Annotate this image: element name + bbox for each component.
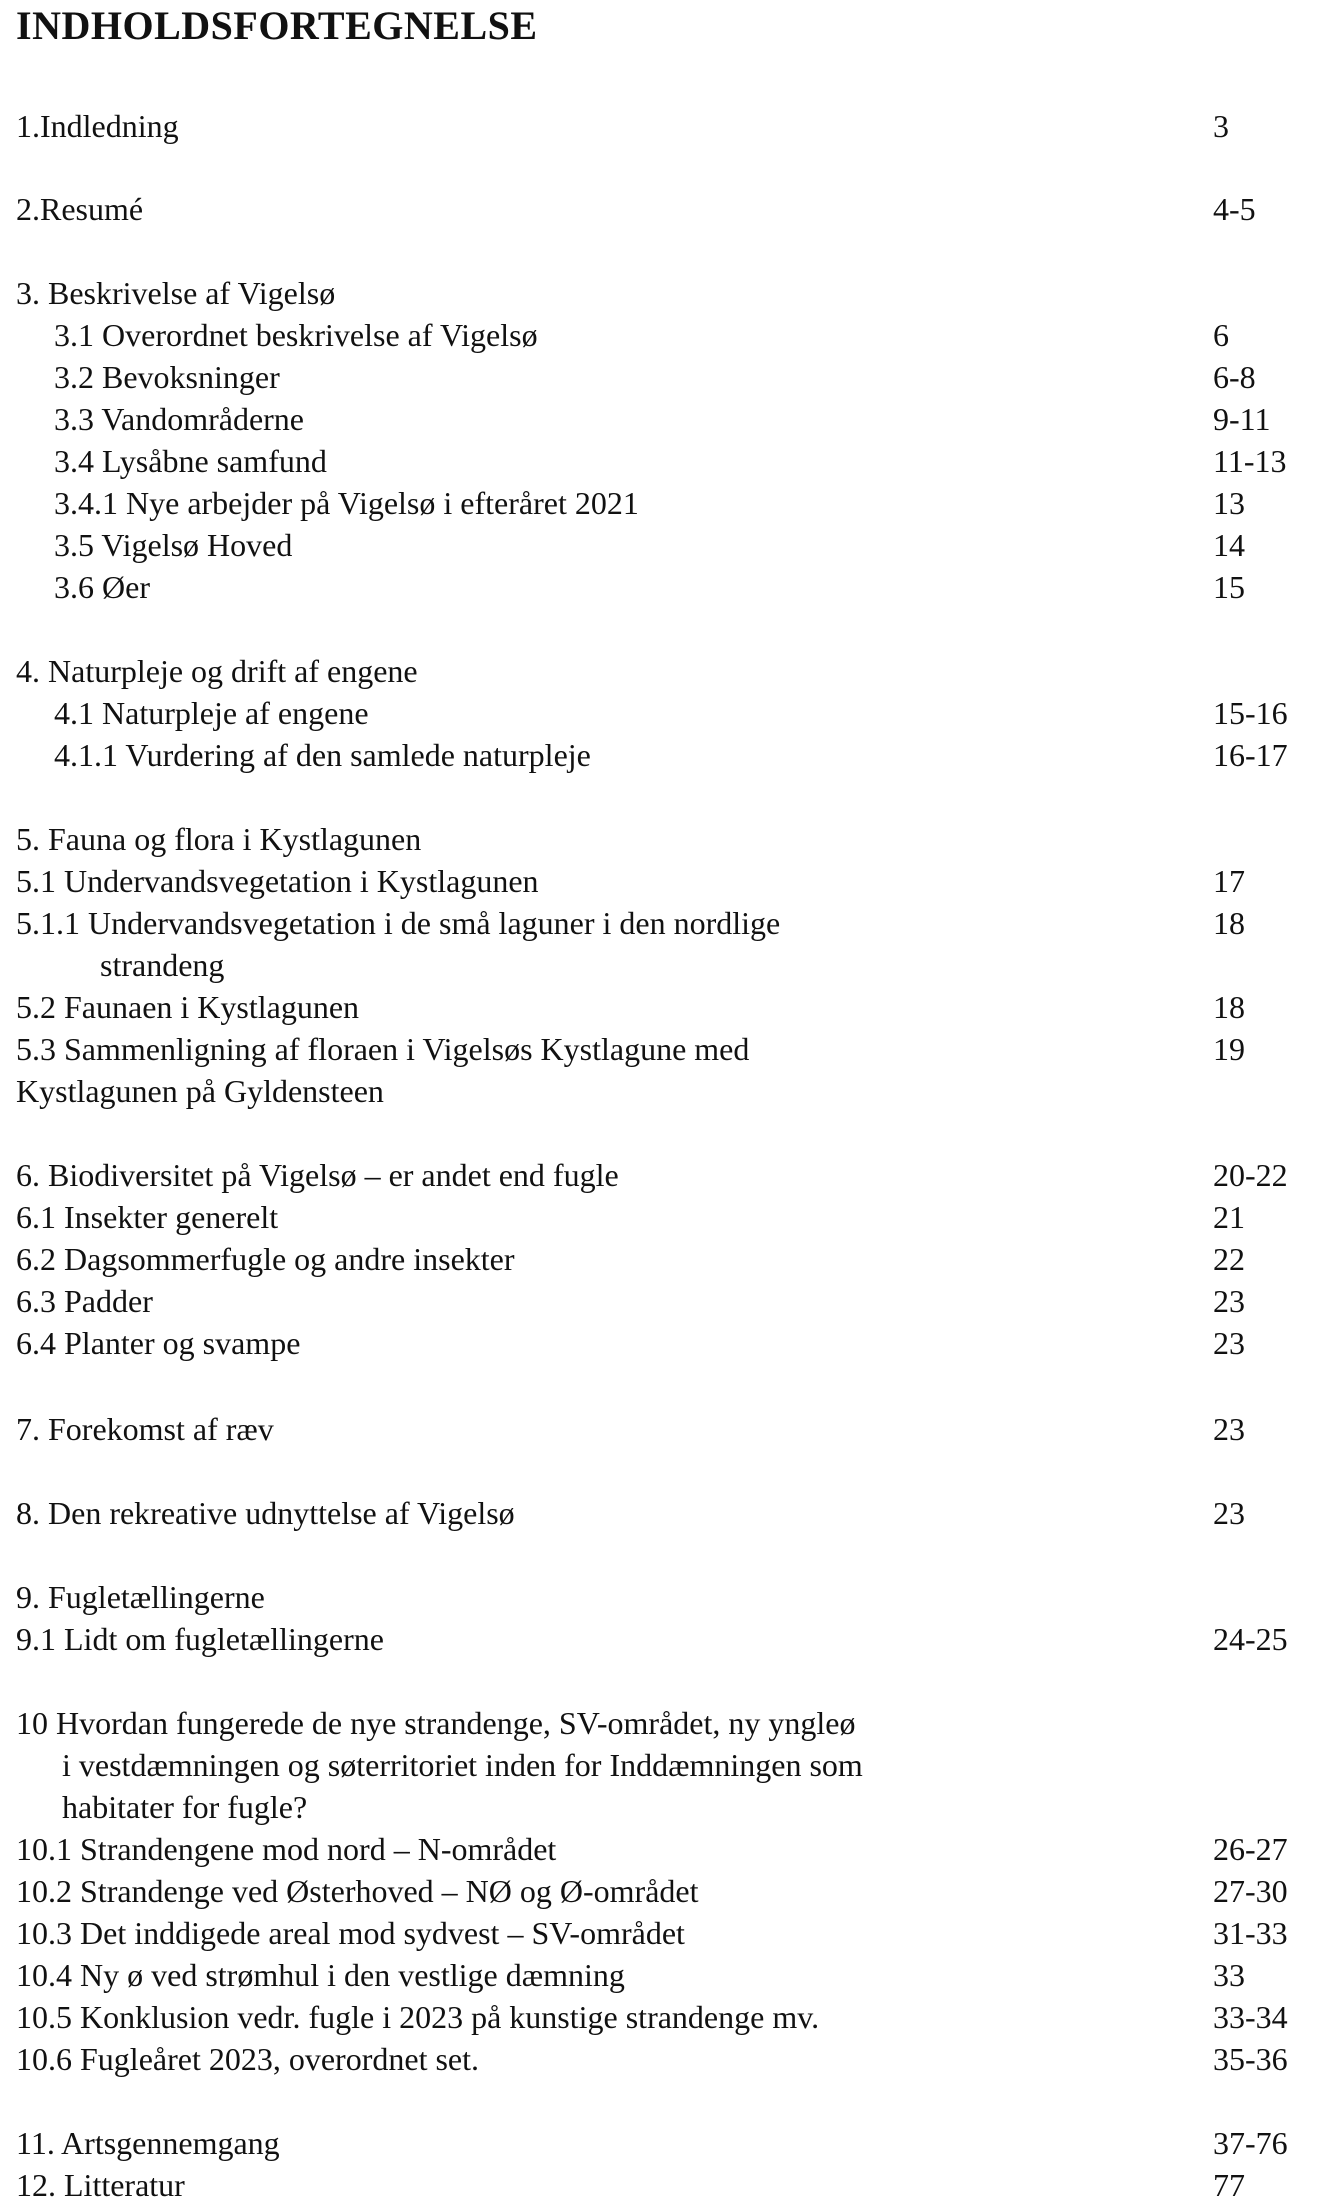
toc-entry-5-1: 5.1 Undervandsvegetation i Kystlagunen [16, 863, 539, 899]
toc-entry-11: 11. Artsgennemgang [16, 2125, 280, 2161]
toc-entry-10-4: 10.4 Ny ø ved strømhul i den vestlige dæmning [16, 1957, 625, 1993]
toc-page-10-2: 27-30 [1213, 1873, 1288, 1909]
toc-entry-12: 12. Litteratur [16, 2167, 185, 2203]
toc-entry-10: 10 Hvordan fungerede de nye strandenge, SV-området, ny yngleø [16, 1705, 856, 1741]
toc-page-4-1-1: 16-17 [1213, 737, 1288, 773]
toc-page-8: 23 [1213, 1495, 1245, 1531]
toc-page-6-4: 23 [1213, 1325, 1245, 1361]
toc-entry-3-1: 3.1 Overordnet beskrivelse af Vigelsø [54, 317, 538, 353]
toc-page-7: 23 [1213, 1411, 1245, 1447]
toc-page-12: 77 [1213, 2167, 1245, 2203]
toc-page-6: 20-22 [1213, 1157, 1288, 1193]
toc-entry-5: 5. Fauna og flora i Kystlagunen [16, 821, 422, 857]
toc-page-3-6: 15 [1213, 569, 1245, 605]
toc-entry-6-1: 6.1 Insekter generelt [16, 1199, 279, 1235]
toc-entry-10-2: 10.2 Strandenge ved Østerhoved – NØ og Ø-området [16, 1873, 699, 1909]
toc-page-3-1: 6 [1213, 317, 1229, 353]
toc-page-6-1: 21 [1213, 1199, 1245, 1235]
toc-entry-10-1: 10.1 Strandengene mod nord – N-området [16, 1831, 557, 1867]
toc-page-4-1: 15-16 [1213, 695, 1288, 731]
toc-entry-8: 8. Den rekreative udnyttelse af Vigelsø [16, 1495, 515, 1531]
toc-page-10-6: 35-36 [1213, 2041, 1288, 2077]
toc-entry-10-6: 10.6 Fugleåret 2023, overordnet set. [16, 2041, 479, 2077]
toc-entry-10-3: 10.3 Det inddigede areal mod sydvest – SV-området [16, 1915, 685, 1951]
toc-page-3-3: 9-11 [1213, 401, 1271, 437]
toc-entry-3-5: 3.5 Vigelsø Hoved [54, 527, 293, 563]
toc-page-2: 4-5 [1213, 191, 1256, 227]
toc-entry-3-4: 3.4 Lysåbne samfund [54, 443, 327, 479]
toc-page-10-5: 33-34 [1213, 1999, 1288, 2035]
toc-page-3-2: 6-8 [1213, 359, 1256, 395]
toc-entry-6-4: 6.4 Planter og svampe [16, 1325, 301, 1361]
toc-entry-6: 6. Biodiversitet på Vigelsø – er andet end fugle [16, 1157, 619, 1193]
toc-page-10-1: 26-27 [1213, 1831, 1288, 1867]
toc-entry-5-2: 5.2 Faunaen i Kystlagunen [16, 989, 360, 1025]
toc-entry-10-cont-1: i vestdæmningen og søterritoriet inden for Inddæmningen som [62, 1747, 863, 1783]
toc-entry-4: 4. Naturpleje og drift af engene [16, 653, 418, 689]
toc-entry-3-4-1: 3.4.1 Nye arbejder på Vigelsø i efteråret 2021 [54, 485, 639, 521]
toc-entry-5-3-cont: Kystlagunen på Gyldensteen [16, 1073, 384, 1109]
toc-page-6-2: 22 [1213, 1241, 1245, 1277]
toc-entry-3-2: 3.2 Bevoksninger [54, 359, 280, 395]
toc-entry-10-cont-2: habitater for fugle? [62, 1789, 308, 1825]
toc-entry-10-5: 10.5 Konklusion vedr. fugle i 2023 på kunstige strandenge mv. [16, 1999, 820, 2035]
toc-page-3-4: 11-13 [1213, 443, 1287, 479]
toc-entry-9-1: 9.1 Lidt om fugletællingerne [16, 1621, 384, 1657]
toc-page-5-1-1: 18 [1213, 905, 1245, 941]
toc-entry-5-3: 5.3 Sammenligning af floraen i Vigelsøs Kystlagune med [16, 1031, 750, 1067]
toc-entry-4-1: 4.1 Naturpleje af engene [54, 695, 369, 731]
toc-page-11: 37-76 [1213, 2125, 1288, 2161]
toc-page-3-5: 14 [1213, 527, 1245, 563]
toc-page-5-2: 18 [1213, 989, 1245, 1025]
toc-entry-9: 9. Fugletællingerne [16, 1579, 265, 1615]
toc-entry-5-1-1-cont: strandeng [100, 947, 225, 983]
toc-page-6-3: 23 [1213, 1283, 1245, 1319]
page-title: INDHOLDSFORTEGNELSE [16, 3, 538, 48]
toc-entry-3: 3. Beskrivelse af Vigelsø [16, 275, 336, 311]
toc-entry-7: 7. Forekomst af ræv [16, 1411, 274, 1447]
toc-entry-3-3: 3.3 Vandområderne [54, 401, 304, 437]
toc-entry-1: 1.Indledning [16, 108, 179, 144]
toc-page-3-4-1: 13 [1213, 485, 1245, 521]
toc-entry-5-1-1: 5.1.1 Undervandsvegetation i de små laguner i den nordlige [16, 905, 781, 941]
toc-entry-2: 2.Resumé [16, 191, 144, 227]
toc-page-5-3: 19 [1213, 1031, 1245, 1067]
toc-page-5-1: 17 [1213, 863, 1245, 899]
toc-entry-4-1-1: 4.1.1 Vurdering af den samlede naturpleje [54, 737, 591, 773]
toc-entry-6-3: 6.3 Padder [16, 1283, 153, 1319]
toc-page-9-1: 24-25 [1213, 1621, 1288, 1657]
toc-page-10-3: 31-33 [1213, 1915, 1288, 1951]
toc-entry-6-2: 6.2 Dagsommerfugle og andre insekter [16, 1241, 515, 1277]
toc-page-1: 3 [1213, 108, 1229, 144]
toc-entry-3-6: 3.6 Øer [54, 569, 150, 605]
toc-page-10-4: 33 [1213, 1957, 1245, 1993]
